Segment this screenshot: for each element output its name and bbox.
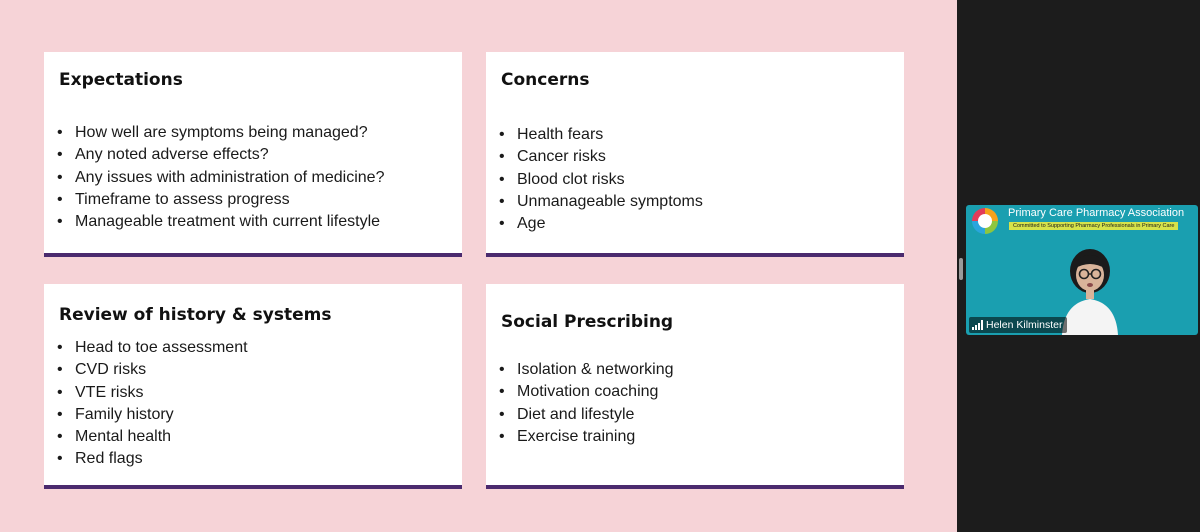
- participant-name: Helen Kilminster: [986, 319, 1063, 331]
- pcpa-logo-icon: [972, 208, 998, 234]
- list-item: • Cancer risks: [499, 148, 606, 166]
- card-title: Review of history & systems: [59, 305, 332, 325]
- list-item: • Any issues with administration of medicine?: [57, 168, 385, 186]
- org-title: Primary Care Pharmacy Association: [1008, 207, 1185, 219]
- list-item: • Exercise training: [499, 427, 636, 445]
- list-item: • Red flags: [57, 450, 143, 468]
- social-prescribing-card: [486, 284, 904, 489]
- review-history-card: [44, 284, 462, 489]
- panel-resize-handle[interactable]: [959, 258, 963, 280]
- list-item: • Health fears: [499, 126, 604, 143]
- concerns-card: [486, 52, 904, 257]
- card-title: Expectations: [59, 70, 183, 90]
- list-item: • Mental health: [57, 428, 172, 446]
- card-list: [57, 122, 384, 233]
- list-item: • Timeframe to assess progress: [57, 190, 290, 208]
- list-item: • Any noted adverse effects?: [57, 146, 269, 164]
- participant-name-badge: [969, 317, 1067, 333]
- card-title: Concerns: [501, 70, 590, 90]
- list-item: • Diet and lifestyle: [499, 405, 635, 423]
- participant-video-tile[interactable]: [966, 205, 1198, 335]
- list-item: • Age: [499, 215, 546, 233]
- card-title: Social Prescribing: [501, 312, 674, 332]
- list-item: • Blood clot risks: [499, 170, 625, 188]
- list-item: • Manageable treatment with current lifestyle: [57, 213, 381, 231]
- expectations-card: [44, 52, 462, 257]
- list-item: • Family history: [57, 405, 174, 423]
- org-tagline: Committed to Supporting Pharmacy Professionals in Primary Care: [1009, 222, 1178, 230]
- list-item: • VTE risks: [57, 383, 144, 401]
- list-item: • Head to toe assessment: [57, 339, 248, 356]
- signal-strength-icon: [972, 320, 983, 330]
- list-item: • CVD risks: [57, 361, 147, 379]
- list-item: • Isolation & networking: [499, 361, 674, 378]
- list-item: • Motivation coaching: [499, 383, 659, 401]
- list-item: • Unmanageable symptoms: [499, 192, 703, 210]
- card-list: [499, 124, 703, 235]
- card-list: [499, 359, 674, 448]
- card-list: [57, 337, 248, 471]
- list-item: • How well are symptoms being managed?: [57, 124, 368, 141]
